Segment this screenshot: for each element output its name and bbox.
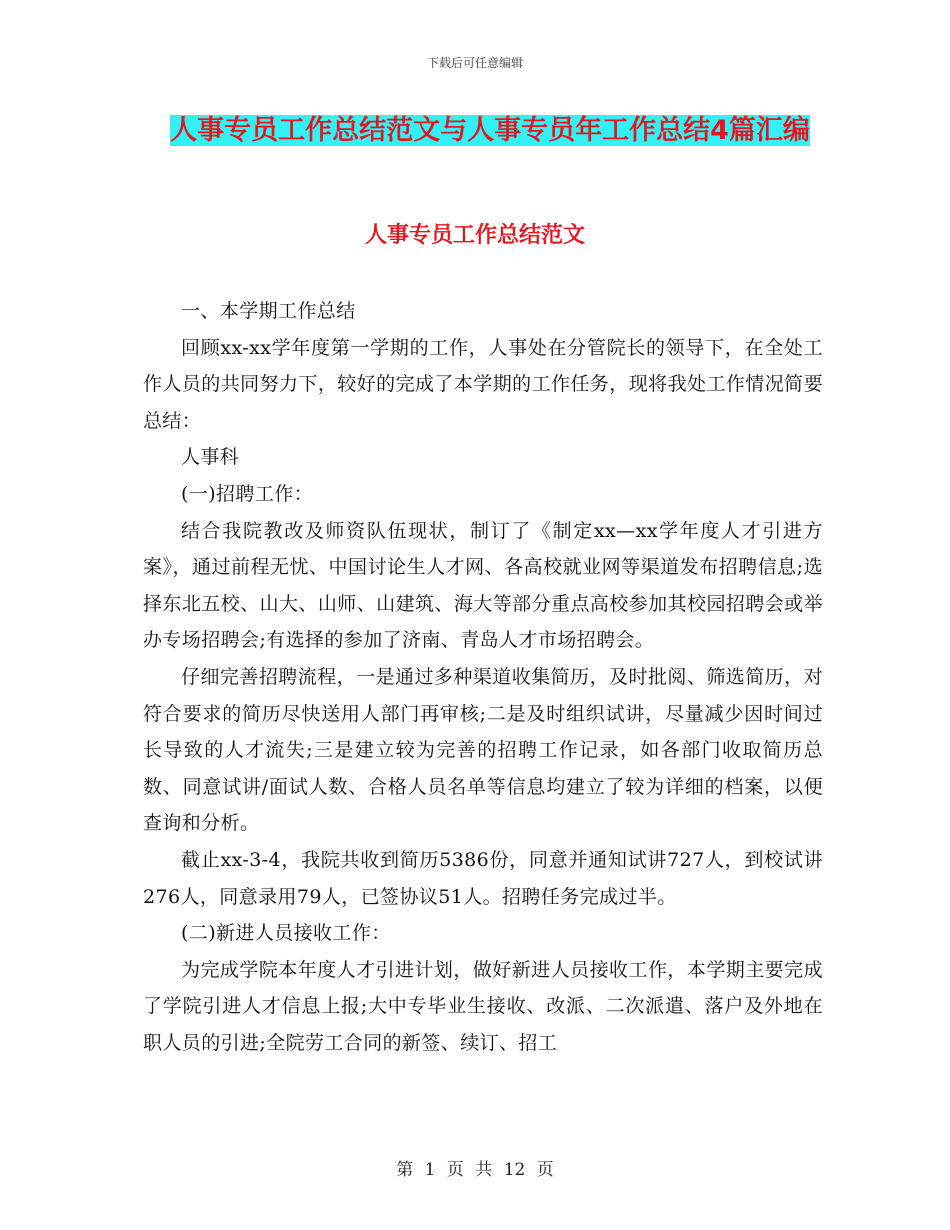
paragraph: (一)招聘工作：: [181, 482, 314, 505]
paragraph: 仔细完善招聘流程，一是通过多种渠道收集简历，及时批阅、筛选简历，对符合要求的简历尽快送用人部门再审核;二是及时组织试讲，尽量减少因时间过长导致的人才流失;三是建立较为完善的招聘工作记录，如各部门收取简历总数、同意试讲/面试人数、合格人员名单等信息均建立了较为详细的档案，以便查询和分析。: [143, 665, 823, 835]
paragraph: 回顾xx-xx学年度第一学期的工作，人事处在分管院长的领导下，在全处工作人员的共同努力下，较好的完成了本学期的工作任务，现将我处工作情况简要总结：: [143, 336, 823, 432]
paragraph: 一、本学期工作总结: [181, 300, 356, 322]
document-body: [143, 293, 823, 1061]
section-title: 人事专员工作总结范文: [364, 223, 585, 248]
header-note: 下载后可任意编辑: [426, 56, 523, 70]
paragraph: 人事科: [181, 446, 240, 469]
paragraph: (二)新进人员接收工作：: [181, 922, 391, 945]
paragraph: 截止xx-3-4，我院共收到简历5386份，同意并通知试讲727人，到校试讲276人，同意录用79人，已签协议51人。招聘任务完成过半。: [143, 848, 823, 908]
paragraph: 结合我院教改及师资队伍现状，制订了《制定xx—xx学年度人才引进方案》，通过前程无忧、中国讨论生人才网、各高校就业网等渠道发布招聘信息;选择东北五校、山大、山师、山建筑、海大等部分重点高校参加其校园招聘会或举办专场招聘会;有选择的参加了济南、青岛人才市场招聘会。: [143, 519, 823, 652]
document-title-text: 人事专员工作总结范文与人事专员年工作总结4篇汇编: [170, 115, 810, 146]
page-footer: 第 1 页 共 12 页: [396, 1160, 554, 1180]
paragraph: 为完成学院本年度人才引进计划，做好新进人员接收工作，本学期主要完成了学院引进人才信息上报;大中专毕业生接收、改派、二次派遣、落户及外地在职人员的引进;全院劳工合同的新签、续订、招工: [143, 958, 823, 1054]
document-title: [150, 108, 830, 154]
